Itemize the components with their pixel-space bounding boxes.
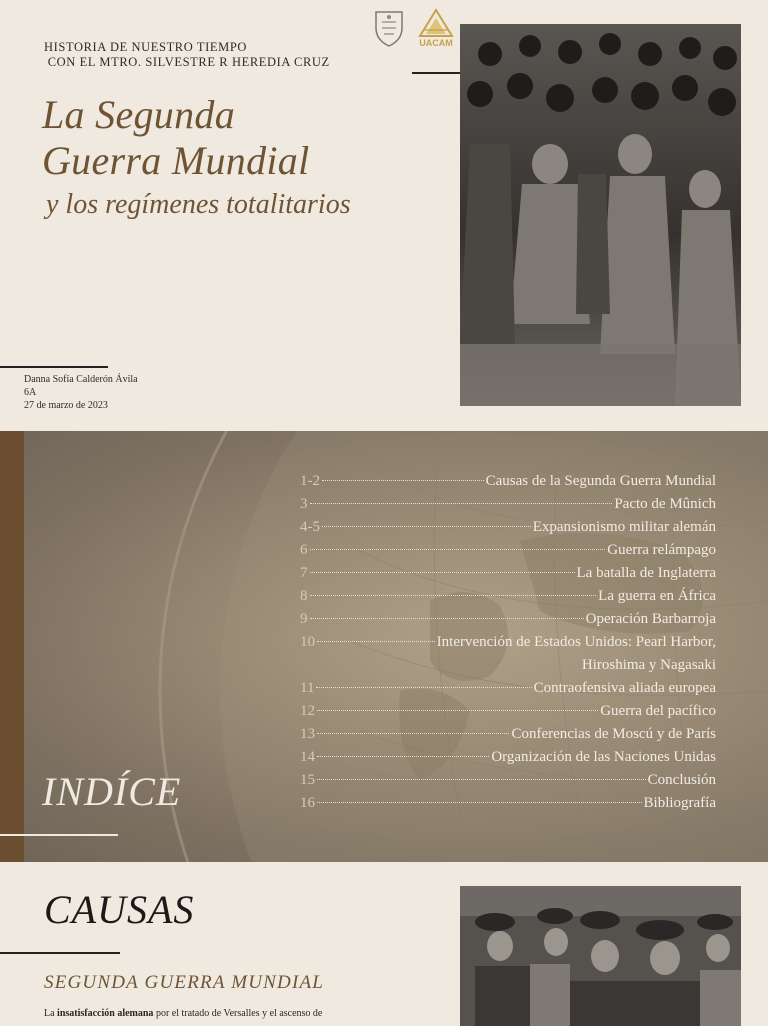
toc-item-number: 10: [300, 634, 315, 650]
toc-item-label: Pacto de Mûnich: [614, 496, 716, 512]
index-divider: [0, 834, 118, 836]
cover-section: [0, 0, 768, 431]
causes-text-prefix: La: [44, 1008, 58, 1019]
toc-leader-dots: [310, 595, 597, 596]
toc-item-number: 4-5: [300, 519, 320, 535]
toc-leader-dots: [310, 503, 613, 504]
toc-leader-dots: [317, 710, 598, 711]
course-line-2: CON EL MTRO. SILVESTRE R HEREDIA CRUZ: [44, 55, 330, 69]
toc-item: [300, 749, 716, 772]
toc-item: [300, 657, 716, 680]
causes-title: CAUSAS: [44, 887, 195, 932]
toc-item-label: Guerra del pacífico: [600, 703, 716, 719]
page-title: [42, 92, 310, 184]
causes-section: [0, 862, 768, 1024]
toc-item: [300, 496, 716, 519]
toc-item-number: 13: [300, 726, 315, 742]
toc-item: [300, 634, 716, 657]
toc-item-number: 3: [300, 496, 308, 512]
toc-leader-dots: [310, 572, 575, 573]
course-line-1: HISTORIA DE NUESTRO TIEMPO: [44, 40, 247, 54]
toc-item: [300, 795, 716, 818]
page-subtitle: y los regímenes totalitarios: [46, 189, 351, 220]
toc-item-label: Guerra relámpago: [607, 542, 716, 558]
toc-item-number: 12: [300, 703, 315, 719]
toc-item-number: 6: [300, 542, 308, 558]
toc-item: [300, 611, 716, 634]
author-group: 6A: [24, 387, 37, 398]
soldiers-photo: [460, 24, 741, 406]
causes-text-bold: insatisfacción alemana: [57, 1008, 154, 1019]
uacam-logo-text: UACAM: [419, 38, 453, 48]
toc-item: [300, 680, 716, 703]
toc-item-label: Conclusión: [647, 772, 716, 788]
toc-item: [300, 565, 716, 588]
causes-text-rest: por el tratado de Versalles y el ascenso de: [153, 1008, 323, 1019]
toc-item: [300, 703, 716, 726]
author-block: [24, 373, 138, 412]
course-header: [44, 40, 330, 70]
toc-item-number: 1-2: [300, 473, 320, 489]
toc-item-number: 8: [300, 588, 308, 604]
university-shield-logo: [372, 8, 406, 48]
toc-item-number: 7: [300, 565, 308, 581]
toc-item-label: Hiroshima y Nagasaki: [581, 657, 716, 673]
toc-item-number: 16: [300, 795, 315, 811]
toc-leader-dots: [322, 480, 484, 481]
toc-leader-dots: [317, 756, 489, 757]
toc-leader-dots: [317, 733, 509, 734]
toc-leader-dots: [317, 779, 646, 780]
toc-item-number: 14: [300, 749, 315, 765]
author-name: Danna Sofía Calderón Ávila: [24, 374, 138, 385]
toc-item-label: Conferencias de Moscú y de París: [511, 726, 716, 742]
toc-leader-dots: [322, 526, 531, 527]
toc-item: [300, 726, 716, 749]
toc-item-label: La batalla de Inglaterra: [576, 565, 716, 581]
toc-leader-dots: [310, 549, 606, 550]
title-line-1: La Segunda: [42, 92, 235, 137]
toc-item-label: Operación Barbarroja: [585, 611, 716, 627]
toc-item-label: Organización de las Naciones Unidas: [491, 749, 716, 765]
toc-leader-dots: [310, 618, 584, 619]
toc-item: [300, 473, 716, 496]
toc-item-number: 15: [300, 772, 315, 788]
toc-item: [300, 588, 716, 611]
toc-item-number: 11: [300, 680, 315, 696]
toc-item-label: Causas de la Segunda Guerra Mundial: [485, 473, 716, 489]
index-section: [0, 431, 768, 862]
logos: [372, 8, 462, 50]
uacam-logo: [416, 8, 456, 48]
title-line-2: Guerra Mundial: [42, 138, 310, 183]
causes-divider: [0, 952, 120, 954]
toc-leader-dots: [317, 641, 435, 642]
table-of-contents: [300, 473, 716, 818]
officers-photo: [460, 886, 741, 1026]
toc-item-label: La guerra en África: [598, 588, 716, 604]
side-accent-strip: [0, 431, 24, 862]
toc-item: [300, 772, 716, 795]
toc-item: [300, 542, 716, 565]
toc-item-label: Contraofensiva aliada europea: [533, 680, 716, 696]
author-divider: [0, 366, 108, 368]
title-divider: [412, 72, 460, 74]
toc-item-label: Intervención de Estados Unidos: Pearl Harbor,: [436, 634, 716, 650]
toc-item: [300, 519, 716, 542]
toc-leader-dots: [316, 687, 531, 688]
toc-item-number: 9: [300, 611, 308, 627]
index-title: INDÍCE: [42, 769, 182, 814]
causes-subtitle: SEGUNDA GUERRA MUNDIAL: [44, 972, 325, 993]
toc-leader-dots: [317, 802, 642, 803]
causes-paragraph: [44, 1008, 322, 1019]
toc-item-label: Expansionismo militar alemán: [532, 519, 716, 535]
author-date: 27 de marzo de 2023: [24, 400, 108, 411]
toc-item-label: Bibliografía: [643, 795, 716, 811]
